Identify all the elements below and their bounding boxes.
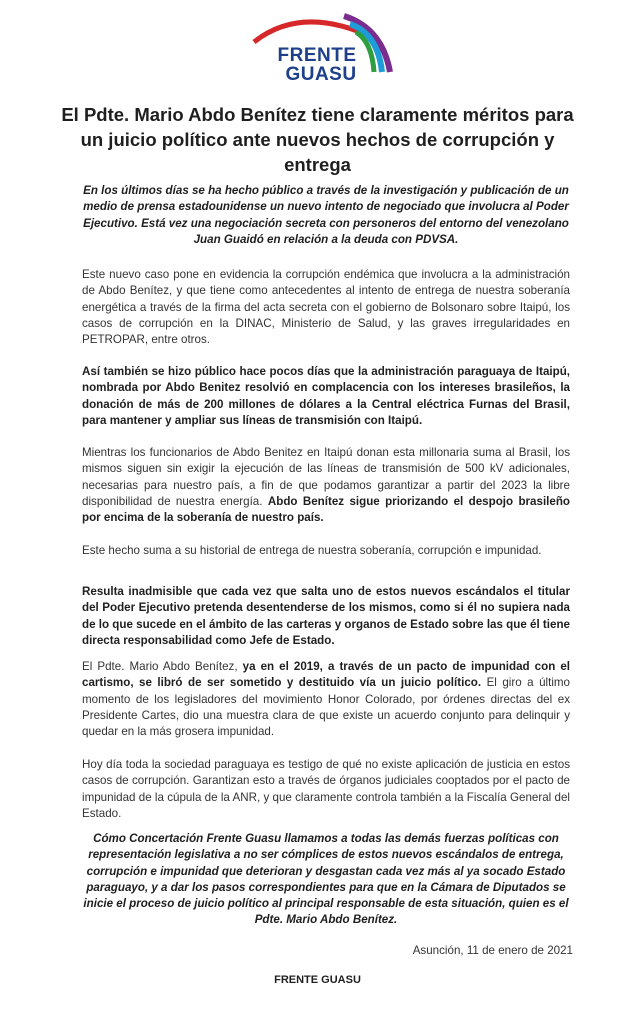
frente-guasu-logo xyxy=(232,10,402,84)
paragraph-7: Hoy día toda la sociedad paraguaya es testigo de qué no existe aplicación de justicia en estos casos de corrupción. Garantizan esto a través de órganos judiciales cooptados por el pacto de impunidad de la cúpula de la ANR, y que claramente controla también a la Fiscalía General del Estado. xyxy=(82,758,570,820)
signature: FRENTE GUASU xyxy=(274,974,361,986)
page-title: El Pdte. Mario Abdo Benítez tiene claramente méritos para un juicio político ante nuevos hechos de corrupción y entrega xyxy=(61,104,574,175)
paragraph-3-text: Mientras los funcionarios de Abdo Benitez en Itaipú donan esta millonaria suma al Brasil, los mismos siguen sin exigir la ejecución de las líneas de transmisión de 500 kV adicionales, necesarias para nuestro país, a fin de que podamos garantizar a partir del 2023 la libre disponibilidad de nuestra energía. xyxy=(82,446,570,508)
paragraph-5: Resulta inadmisible que cada vez que salta uno de estos nuevos escándalos el titular del Poder Ejecutivo pretenda desentenderse de los mismos, como si él no supiera nada de lo que sucede en el ámbito de las carteras y organos de Estado sobre las que él tiene directa responsabilidad como Jefe de Estado. xyxy=(82,585,570,647)
logo-text-frente: FRENTE xyxy=(277,45,357,66)
closing-statement: Cómo Concertación Frente Guasu llamamos a todas las demás fuerzas políticas con representación legislativa a no ser cómplices de estos nuevos escándalos de entrega, corrupción e impunidad que deterioran y desgastan cada vez más al ya socado Estado paraguayo, y a dar los pasos correspondientes para que en la Cámara de Diputados se inicie el proceso de juicio político al principal responsable de esta situación, quien es el Pdte. Mario Abdo Benítez. xyxy=(83,832,569,927)
logo-text-guasu: GUASU xyxy=(285,64,357,85)
paragraph-2: Así también se hizo público hace pocos días que la administración paraguaya de Itaipú, nombrada por Abdo Benitez resolvió en complacencia con los intereses brasileños, la donación de más de 200 millones de dólares a la Central eléctrica Furnas del Brasil, para mantener y ampliar sus líneas de transmisión con Itaipú. xyxy=(82,365,570,427)
paragraph-1: Este nuevo caso pone en evidencia la corrupción endémica que involucra a la administración de Abdo Benítez, y que tiene como antecedentes al intento de entrega de nuestra soberanía energética a través de la firma del acta secreta con el gobierno de Bolsonaro sobre Itaipú, los casos de corrupción en la DINAC, Ministerio de Salud, y las graves irregularidades en PETROPAR, entre otros. xyxy=(82,268,570,347)
paragraph-6-lead: El Pdte. Mario Abdo Benítez, xyxy=(82,660,238,673)
paragraph-6-text: El giro a último momento de los legisladores del movimiento Honor Colorado, por órdenes directas del ex Presidente Cartes, dio una muestra clara de que existe un acuerdo conjunto para delinquir y quedar en la más grosera impunidad. xyxy=(82,676,570,739)
paragraph-6-bold: ya en el 2019, a través de un pacto de impunidad con el cartismo, se libró de ser sometido y destituido vía un juicio político. xyxy=(82,660,571,690)
paragraph-3-bold: Abdo Benítez sigue priorizando el despojo brasileño por encima de la soberanía de nuestro país. xyxy=(82,494,570,525)
date-line: Asunción, 11 de enero de 2021 xyxy=(412,944,573,957)
paragraph-6 xyxy=(82,659,570,740)
paragraph-4: Este hecho suma a su historial de entrega de nuestra soberanía, corrupción e impunidad. xyxy=(82,544,542,557)
paragraph-3 xyxy=(82,445,570,526)
lead-paragraph: En los últimos días se ha hecho público a través de la investigación y publicación de un medio de prensa estadounidense un nuevo intento de negociado que involucra al Poder Ejecutivo. Está vez una negociación secreta con personeros del entorno del venezolano Juan Guaidó en relación a la deuda con PDVSA. xyxy=(83,184,569,246)
